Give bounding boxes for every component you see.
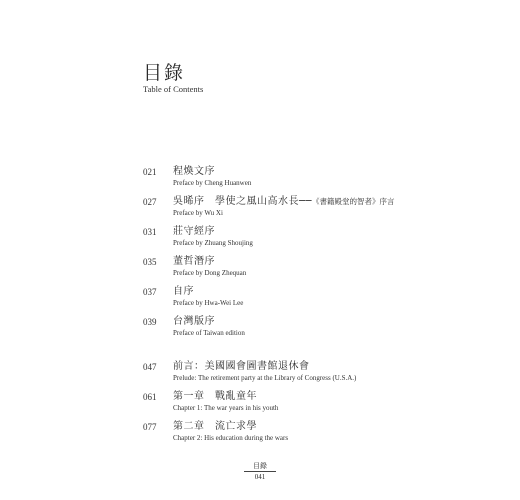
toc-title-en: Preface by Hwa-Wei Lee [173,299,244,307]
toc-page-number: 077 [143,422,157,432]
toc-title-en: Preface by Dong Zhequan [173,269,247,277]
toc-entry[interactable] [143,166,483,190]
toc-header [143,62,203,94]
toc-entry[interactable] [143,361,483,385]
toc-entry[interactable] [143,316,483,340]
toc-title-zh: 董哲潛序 [173,256,215,267]
toc-title-zh: 自序 [173,286,194,297]
toc-title-zh: 吳晞序 學使之風山高水長──《書籍殿堂的智者》序言 [173,196,395,207]
toc-title-en: Chapter 1: The war years in his youth [173,404,279,412]
toc-title-zh: 莊守經序 [173,226,215,237]
toc-page-number: 037 [143,287,157,297]
toc-title-en: Chapter 2: His education during the wars [173,434,289,442]
toc-entry[interactable] [143,256,483,280]
toc-entry[interactable] [143,196,483,220]
toc-title-zh: 第二章 流亡求學 [173,421,257,432]
toc-page-number: 031 [143,227,157,237]
toc-title-en: Preface by Wu Xi [173,209,223,217]
toc-entry[interactable] [143,391,483,415]
toc-page-number: 061 [143,392,157,402]
toc-title-zh: 程煥文序 [173,166,215,177]
toc-title-zh-sub: 《書籍殿堂的智者》序言 [312,197,395,206]
page-subtitle: Table of Contents [143,84,204,94]
toc-title-en: Preface by Cheng Huanwen [173,179,252,187]
toc-page-number: 027 [143,197,157,207]
toc-entry[interactable] [143,226,483,250]
page-title: 目錄 [143,62,186,84]
toc-title-zh: 第一章 戰亂童年 [173,391,257,402]
toc-page-number: 039 [143,317,157,327]
footer-page-number: 041 [254,473,266,481]
page-footer [240,462,280,481]
toc-title-zh: 台灣版序 [173,316,215,327]
footer-divider [244,471,276,472]
toc-title-en: Preface of Taiwan edition [173,329,245,337]
toc-page-number: 021 [143,167,157,177]
toc-page-number: 047 [143,362,157,372]
toc-entry[interactable] [143,286,483,310]
footer-section-label: 目錄 [253,462,267,470]
toc-entry[interactable] [143,421,483,445]
toc-page-number: 035 [143,257,157,267]
toc-title-zh: 前言：美國國會圖書館退休會 [173,361,310,372]
toc-title-en: Prelude: The retirement party at the Library of Congress (U.S.A.) [173,374,357,382]
toc-title-en: Preface by Zhuang Shoujing [173,239,253,247]
